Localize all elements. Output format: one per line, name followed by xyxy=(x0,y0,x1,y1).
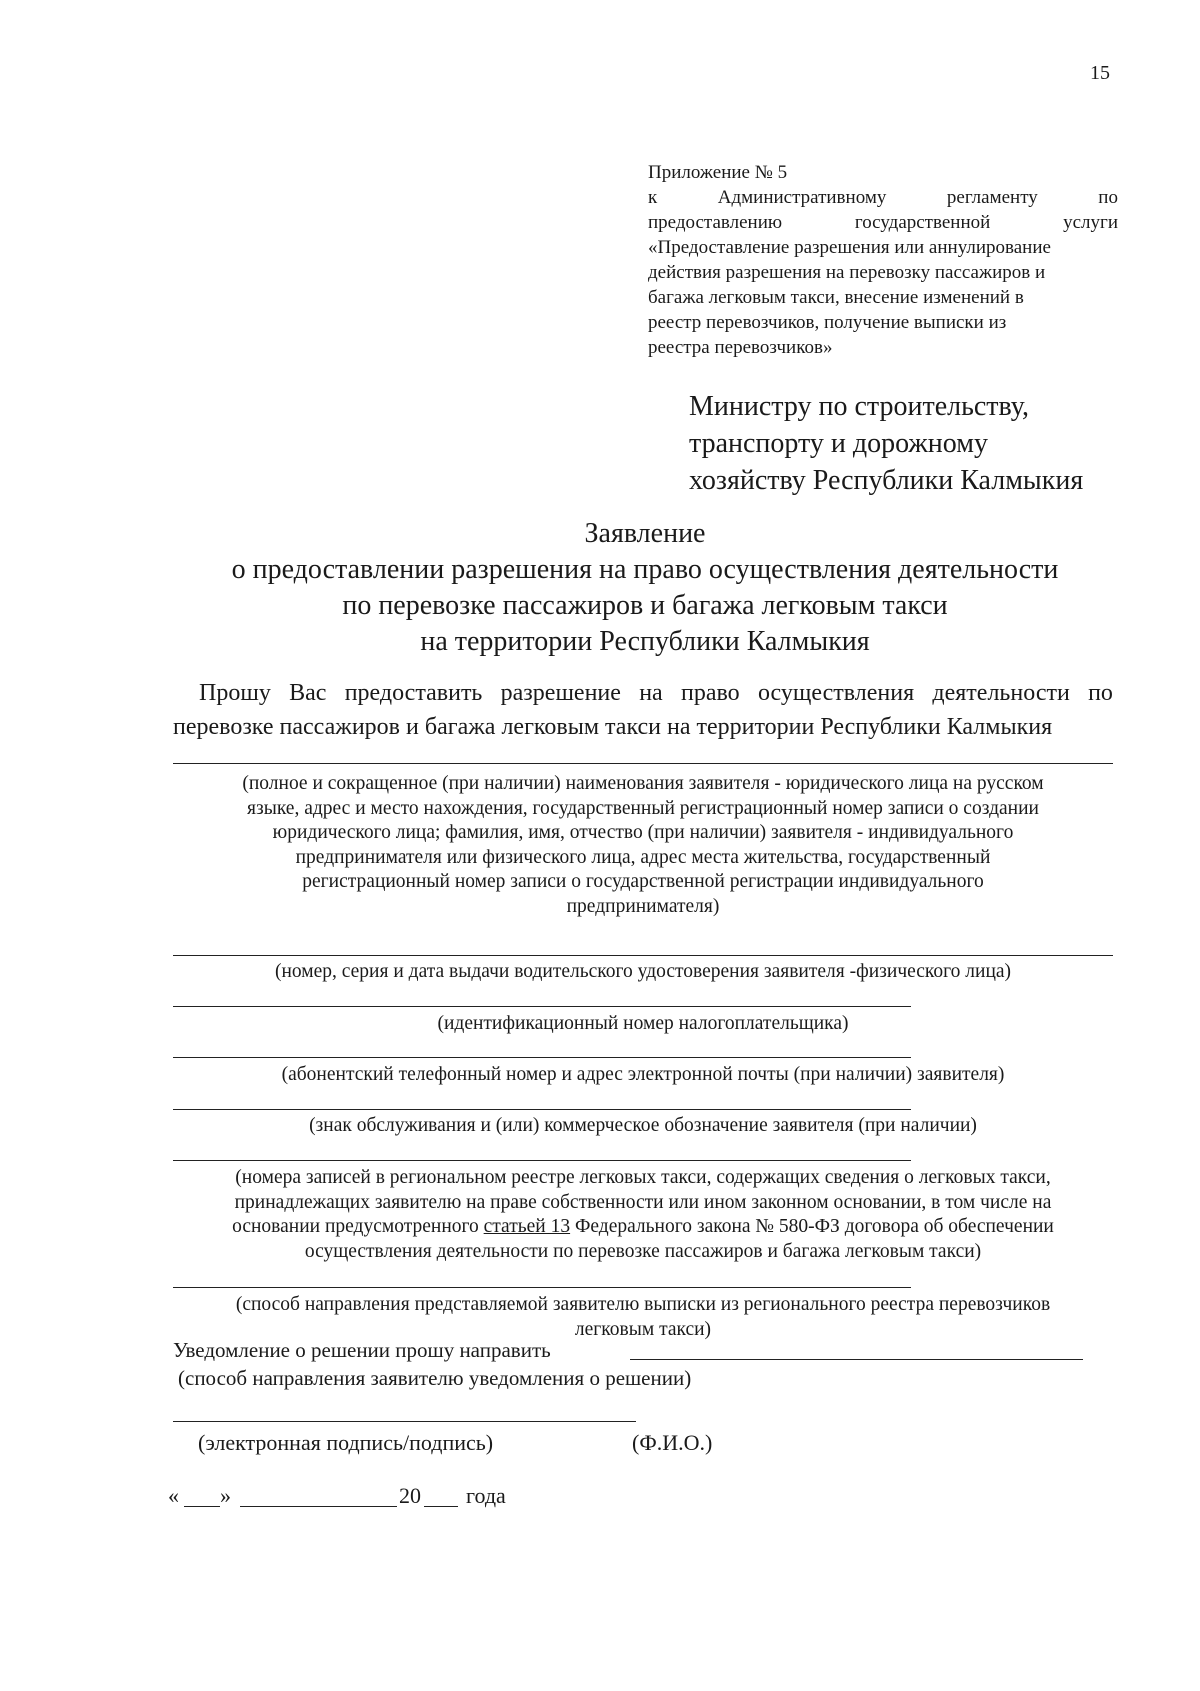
request-word: разрешение xyxy=(500,680,621,706)
caption-line: (идентификационный номер налогоплательщика) xyxy=(437,1013,849,1034)
title-heading: Заявление xyxy=(584,518,706,549)
appendix-word: регламенту xyxy=(946,187,1038,208)
request-word: Прошу xyxy=(199,680,271,706)
notice-label: Уведомление о решении прошу направить xyxy=(173,1338,551,1362)
registry-field-line[interactable] xyxy=(173,1160,911,1161)
caption-line: (номер, серия и дата выдачи водительского удостоверения заявителя -физического лица) xyxy=(274,961,1012,982)
signature-field-line[interactable] xyxy=(173,1421,636,1422)
caption-line: (полное и сокращенное (при наличии) наименования заявителя - юридического лица на русском xyxy=(242,773,1044,794)
appendix-word: по xyxy=(1098,187,1118,208)
trademark-field-line[interactable] xyxy=(173,1109,911,1110)
extract-field-line[interactable] xyxy=(173,1287,911,1288)
caption-line: языке, адрес и место нахождения, государственный регистрационный номер записи о создании xyxy=(247,797,1039,819)
title-line: на территории Республики Калмыкия xyxy=(420,626,870,657)
applicant-field-line[interactable] xyxy=(173,763,1113,764)
phone-field-line[interactable] xyxy=(173,1057,911,1058)
appendix-word: предоставлению xyxy=(648,212,783,233)
caption-line: принадлежащих заявителю на праве собственности или ином законном основании, в том числе на xyxy=(234,1191,1052,1213)
fio-caption: (Ф.И.О.) xyxy=(632,1430,713,1455)
appendix-line-7: реестра перевозчиков» xyxy=(648,337,833,358)
date-year-prefix: 20 xyxy=(399,1483,421,1508)
request-word: Вас xyxy=(289,680,327,706)
appendix-line-2 xyxy=(648,210,1118,235)
license-field-line[interactable] xyxy=(173,955,1113,956)
request-line-2: перевозке пассажиров и багажа легковым такси на территории Республики Калмыкия xyxy=(173,714,1053,740)
addressee-line: транспорту и дорожному xyxy=(689,428,988,459)
caption-line: (номера записей в региональном реестре легковых такси, содержащих сведения о легковых такси, xyxy=(235,1167,1051,1188)
date-year-field[interactable] xyxy=(424,1506,458,1507)
addressee-block xyxy=(689,388,1083,499)
request-paragraph xyxy=(173,676,1113,744)
caption-text: основании предусмотренного xyxy=(232,1216,484,1237)
phone-caption xyxy=(143,1063,1143,1088)
caption-line: осуществления деятельности по перевозке пассажиров и багажа легковым такси) xyxy=(304,1240,982,1262)
date-open-quote: « xyxy=(168,1483,179,1508)
appendix-line-6: реестр перевозчиков, получение выписки из xyxy=(648,312,1007,333)
request-word: по xyxy=(1088,680,1113,706)
appendix-line-4: действия разрешения на перевозку пассажиров и xyxy=(648,262,1046,283)
applicant-caption xyxy=(143,772,1143,919)
appendix-word: государственной xyxy=(854,212,991,233)
caption-line: предпринимателя) xyxy=(566,895,720,917)
caption-line: (абонентский телефонный номер и адрес электронной почты (при наличии) заявителя) xyxy=(281,1064,1005,1085)
addressee-line: Министру по строительству, xyxy=(689,391,1029,422)
request-line-1 xyxy=(173,676,1113,710)
law-article-link[interactable]: статьей 13 xyxy=(483,1216,571,1237)
appendix-line-5: багажа легковым такси, внесение изменений в xyxy=(648,287,1024,308)
license-caption xyxy=(143,960,1143,985)
appendix-line-3: «Предоставление разрешения или аннулирование xyxy=(648,237,1051,258)
inn-field-line[interactable] xyxy=(173,1006,911,1007)
appendix-word: услуги xyxy=(1063,212,1118,233)
request-word: на xyxy=(639,680,663,706)
appendix-title: Приложение № 5 xyxy=(648,162,788,183)
inn-caption xyxy=(143,1012,1143,1037)
trademark-caption xyxy=(143,1114,1143,1139)
registry-caption xyxy=(143,1166,1143,1264)
caption-text: Федерального закона № 580-ФЗ договора об обеспечении xyxy=(570,1216,1054,1237)
notice-field-line[interactable] xyxy=(630,1359,1083,1360)
title-line: по перевозке пассажиров и багажа легковым такси xyxy=(342,590,948,621)
request-word: деятельности xyxy=(932,680,1070,706)
caption-line: регистрационный номер записи о государственной регистрации индивидуального xyxy=(302,871,984,892)
notice-caption: (способ направления заявителю уведомления о решении) xyxy=(178,1366,692,1390)
request-word: осуществления xyxy=(757,680,915,706)
caption-line xyxy=(143,1215,1143,1240)
document-title xyxy=(0,516,1200,660)
request-word: право xyxy=(680,680,740,706)
appendix-word: к xyxy=(648,187,658,208)
caption-line: юридического лица; фамилия, имя, отчество (при наличии) заявителя - индивидуального xyxy=(272,822,1014,843)
caption-line: предпринимателя или физического лица, адрес места жительства, государственный xyxy=(295,846,991,868)
date-year-suffix: года xyxy=(466,1483,506,1508)
caption-line: (знак обслуживания и (или) коммерческое обозначение заявителя (при наличии) xyxy=(309,1115,977,1136)
caption-line: (способ направления представляемой заявителю выписки из регионального реестра перевозчиков xyxy=(235,1294,1051,1315)
appendix-line-1 xyxy=(648,185,1118,210)
extract-caption xyxy=(143,1293,1143,1342)
date-close-quote: » xyxy=(220,1483,231,1508)
date-day-field[interactable] xyxy=(184,1506,220,1507)
page-number: 15 xyxy=(1090,62,1110,84)
date-month-field[interactable] xyxy=(240,1506,397,1507)
appendix-word: Административному xyxy=(717,187,887,208)
caption-line: легковым такси) xyxy=(574,1318,712,1340)
appendix-block xyxy=(648,160,1118,360)
request-word: предоставить xyxy=(344,680,483,706)
title-line: о предоставлении разрешения на право осуществления деятельности xyxy=(231,554,1059,585)
signature-caption: (электронная подпись/подпись) xyxy=(198,1430,494,1455)
addressee-line: хозяйству Республики Калмыкия xyxy=(689,465,1084,496)
